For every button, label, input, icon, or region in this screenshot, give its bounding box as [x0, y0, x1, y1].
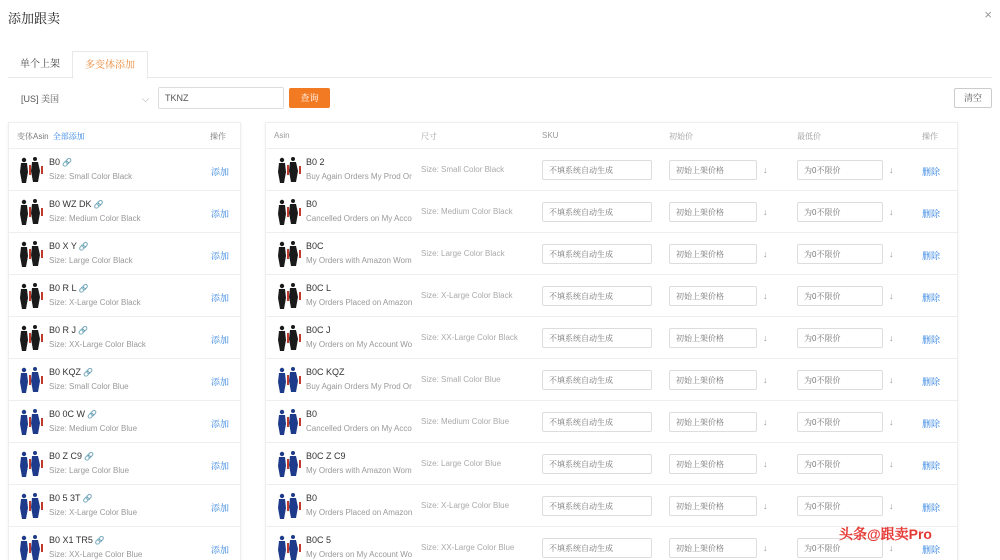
add-button[interactable]: 添加 [211, 503, 230, 513]
delete-button[interactable]: 删除 [922, 377, 941, 387]
product-thumbnail [276, 240, 302, 268]
arrow-down-icon[interactable]: ↓ [889, 459, 894, 469]
arrow-down-icon[interactable]: ↓ [889, 333, 894, 343]
selected-asin: B0C [306, 241, 324, 251]
size-text: Size: X-Large Color Blue [421, 501, 510, 510]
tab-single-listing[interactable]: 单个上架 [20, 59, 60, 70]
asin-text: B0 5 3T [49, 493, 81, 503]
variant-desc: Size: XX-Large Color Blue [49, 550, 143, 559]
variant-asin [49, 199, 103, 209]
asin-text: B0 WZ DK [49, 199, 92, 209]
variant-row [9, 401, 240, 443]
variant-asin [49, 493, 93, 503]
variant-desc: Size: Medium Color Black [49, 214, 141, 223]
arrow-down-icon[interactable]: ↓ [763, 417, 768, 427]
arrow-down-icon[interactable]: ↓ [763, 459, 768, 469]
min-price-header: 最低价 [797, 132, 821, 141]
link-icon[interactable]: 🔗 [82, 494, 93, 503]
arrow-down-icon[interactable]: ↓ [889, 543, 894, 553]
asin-text: B0 X1 TR5 [49, 535, 93, 545]
min-price-input[interactable] [797, 286, 883, 306]
variant-row [9, 317, 240, 359]
variant-asin [49, 241, 89, 251]
selected-subtitle: Cancelled Orders on My Acco [306, 424, 412, 433]
arrow-down-icon[interactable]: ↓ [763, 543, 768, 553]
selected-row [266, 485, 957, 527]
delete-button[interactable]: 删除 [922, 503, 941, 513]
init-price-input[interactable] [669, 538, 757, 558]
arrow-down-icon[interactable]: ↓ [763, 207, 768, 217]
delete-button[interactable]: 删除 [922, 251, 941, 261]
size-header: 尺寸 [421, 132, 437, 141]
variant-list-header [9, 123, 240, 149]
variant-desc: Size: Large Color Blue [49, 466, 130, 475]
sku-input[interactable] [542, 412, 652, 432]
arrow-down-icon[interactable]: ↓ [889, 375, 894, 385]
delete-button[interactable]: 删除 [922, 167, 941, 177]
variant-desc: Size: Medium Color Blue [49, 424, 138, 433]
marketplace-select[interactable] [16, 87, 156, 109]
asin-search-input[interactable] [158, 87, 284, 109]
product-thumbnail [276, 450, 302, 478]
variant-row [9, 149, 240, 191]
variant-row [9, 233, 240, 275]
action-header: 操作 [922, 132, 938, 141]
size-text: Size: Small Color Black [421, 165, 505, 174]
asin-text: B0 R J [49, 325, 77, 335]
delete-button[interactable]: 删除 [922, 335, 941, 345]
asin-text: B0 Z C9 [49, 451, 83, 461]
add-button[interactable]: 添加 [211, 461, 230, 471]
init-price-input[interactable] [669, 370, 757, 390]
tab-multi-variant[interactable]: 多变体添加 [72, 51, 148, 79]
selected-asin: B0 2 [306, 157, 325, 167]
arrow-down-icon[interactable]: ↓ [763, 165, 768, 175]
variant-desc: Size: Large Color Black [49, 256, 133, 265]
product-thumbnail [276, 366, 302, 394]
variant-asin [49, 409, 97, 419]
product-thumbnail [18, 450, 44, 478]
add-button[interactable]: 添加 [211, 377, 230, 387]
variant-row [9, 485, 240, 527]
selected-asin: B0C L [306, 283, 332, 293]
arrow-down-icon[interactable]: ↓ [763, 291, 768, 301]
selected-subtitle: My Orders Placed on Amazon [306, 508, 413, 517]
add-button[interactable]: 添加 [211, 545, 230, 555]
size-text: Size: Large Color Black [421, 249, 505, 258]
min-price-input[interactable] [797, 244, 883, 264]
arrow-down-icon[interactable]: ↓ [889, 165, 894, 175]
product-thumbnail [18, 408, 44, 436]
selected-list-panel [265, 122, 958, 560]
variant-list-body [9, 149, 240, 560]
arrow-down-icon[interactable]: ↓ [889, 291, 894, 301]
arrow-down-icon[interactable]: ↓ [763, 249, 768, 259]
variant-row [9, 443, 240, 485]
delete-button[interactable]: 删除 [922, 461, 941, 471]
selected-asin: B0 [306, 199, 318, 209]
link-icon[interactable]: 🔗 [84, 452, 94, 461]
product-thumbnail [276, 534, 302, 560]
product-thumbnail [18, 492, 44, 520]
variant-desc: Size: X-Large Color Black [49, 298, 141, 307]
init-price-input[interactable] [669, 454, 757, 474]
selected-row [266, 149, 957, 191]
size-text: Size: Large Color Blue [421, 459, 502, 468]
selected-row [266, 359, 957, 401]
product-thumbnail [18, 366, 44, 394]
delete-button[interactable]: 删除 [922, 419, 941, 429]
init-price-input[interactable] [669, 412, 757, 432]
variant-asin [49, 451, 94, 461]
selected-subtitle: My Orders Placed on Amazon [306, 298, 413, 307]
variant-desc: Size: XX-Large Color Black [49, 340, 146, 349]
watermark: 头条@跟卖Pro [839, 526, 932, 542]
variant-asin [49, 283, 88, 293]
asin-text: B0 0C W [49, 409, 86, 419]
variant-asin [49, 157, 72, 167]
init-price-header: 初始价 [669, 132, 693, 141]
variant-asin [49, 367, 93, 377]
size-text: Size: Medium Color Black [421, 207, 513, 216]
init-price-input[interactable] [669, 328, 757, 348]
sku-header: SKU [542, 131, 559, 140]
min-price-input[interactable] [797, 370, 883, 390]
sku-input[interactable] [542, 496, 652, 516]
size-text: Size: XX-Large Color Blue [421, 543, 515, 552]
sku-input[interactable] [542, 202, 652, 222]
variant-row [9, 527, 240, 560]
add-button[interactable]: 添加 [211, 251, 230, 261]
arrow-down-icon[interactable]: ↓ [889, 249, 894, 259]
delete-button[interactable]: 删除 [922, 209, 941, 219]
selected-subtitle: My Orders on My Account Wo [306, 550, 413, 559]
product-thumbnail [276, 324, 302, 352]
delete-button[interactable]: 删除 [922, 293, 941, 303]
selected-subtitle: Cancelled Orders on My Acco [306, 214, 412, 223]
variant-row [9, 275, 240, 317]
selected-row [266, 317, 957, 359]
product-thumbnail [276, 156, 302, 184]
size-text: Size: XX-Large Color Black [421, 333, 518, 342]
selected-asin: B0C Z C9 [306, 451, 346, 461]
variant-desc: Size: X-Large Color Blue [49, 508, 138, 517]
min-price-input[interactable] [797, 454, 883, 474]
product-thumbnail [276, 408, 302, 436]
variant-row [9, 359, 240, 401]
init-price-input[interactable] [669, 160, 757, 180]
chevron-down-icon: ⌵ [142, 94, 149, 104]
arrow-down-icon[interactable]: ↓ [763, 333, 768, 343]
variant-row [9, 191, 240, 233]
variant-list-panel [8, 122, 241, 560]
size-text: Size: X-Large Color Black [421, 291, 513, 300]
sku-input[interactable] [542, 286, 652, 306]
min-price-input[interactable] [797, 496, 883, 516]
min-price-input[interactable] [797, 202, 883, 222]
init-price-input[interactable] [669, 286, 757, 306]
variant-asin [49, 325, 88, 335]
selected-subtitle: My Orders on My Account Wo [306, 340, 413, 349]
link-icon[interactable]: 🔗 [87, 410, 97, 419]
product-thumbnail [18, 534, 44, 560]
arrow-down-icon[interactable]: ↓ [889, 207, 894, 217]
add-button[interactable]: 添加 [211, 419, 230, 429]
asin-text: B0 KQZ [49, 367, 82, 377]
arrow-down-icon[interactable]: ↓ [889, 417, 894, 427]
init-price-input[interactable] [669, 496, 757, 516]
selected-subtitle: My Orders with Amazon Wom [306, 256, 412, 265]
dialog-title: 添加跟卖 [8, 11, 61, 26]
sku-input[interactable] [542, 328, 652, 348]
product-thumbnail [18, 240, 44, 268]
query-button[interactable]: 查询 [289, 88, 330, 108]
product-thumbnail [18, 282, 44, 310]
product-thumbnail [18, 198, 44, 226]
selected-asin: B0C J [306, 325, 331, 335]
sku-input[interactable] [542, 160, 652, 180]
add-all-link[interactable]: 全部添加 [52, 132, 85, 141]
min-price-input[interactable] [797, 412, 883, 432]
sku-input[interactable] [542, 538, 652, 558]
product-thumbnail [18, 324, 44, 352]
product-thumbnail [276, 282, 302, 310]
asin-text: B0 R L [49, 283, 77, 293]
asin-header: Asin [274, 131, 290, 140]
selected-row [266, 401, 957, 443]
selected-row [266, 275, 957, 317]
selected-asin: B0C KQZ [306, 367, 345, 377]
variant-desc: Size: Small Color Black [49, 172, 133, 181]
marketplace-value: [US] 美国 [21, 94, 60, 104]
variant-desc: Size: Small Color Blue [49, 382, 129, 391]
selected-row [266, 191, 957, 233]
add-button[interactable]: 添加 [211, 293, 230, 303]
selected-subtitle: My Orders with Amazon Wom [306, 466, 412, 475]
size-text: Size: Medium Color Blue [421, 417, 510, 426]
link-icon[interactable]: 🔗 [83, 368, 93, 377]
close-icon[interactable]: × [984, 7, 992, 22]
variant-asin-label: 变体Asin [17, 132, 49, 141]
asin-text: B0 [49, 157, 61, 167]
init-price-input[interactable] [669, 202, 757, 222]
min-price-input[interactable] [797, 160, 883, 180]
sku-input[interactable] [542, 454, 652, 474]
variant-asin-header [17, 131, 85, 142]
product-thumbnail [276, 198, 302, 226]
selected-subtitle: Buy Again Orders My Prod Or [306, 382, 412, 391]
add-button[interactable]: 添加 [211, 335, 230, 345]
sku-input[interactable] [542, 370, 652, 390]
add-button[interactable]: 添加 [211, 209, 230, 219]
product-thumbnail [276, 492, 302, 520]
product-thumbnail [18, 156, 44, 184]
add-button[interactable]: 添加 [211, 167, 230, 177]
init-price-input[interactable] [669, 244, 757, 264]
selected-asin: B0 [306, 409, 318, 419]
sku-input[interactable] [542, 244, 652, 264]
selected-row [266, 443, 957, 485]
selected-asin: B0C 5 [306, 535, 332, 545]
link-icon[interactable]: 🔗 [78, 326, 88, 335]
tab-bar [8, 51, 992, 78]
link-icon[interactable]: 🔗 [62, 158, 72, 167]
size-text: Size: Small Color Blue [421, 375, 501, 384]
clear-button[interactable]: 清空 [954, 88, 992, 108]
selected-subtitle: Buy Again Orders My Prod Or [306, 172, 412, 181]
action-header: 操作 [210, 132, 226, 141]
selected-asin: B0 [306, 493, 318, 503]
selected-list-header [266, 123, 957, 149]
asin-text: B0 X Y [49, 241, 77, 251]
selected-list-body [266, 149, 957, 560]
link-icon[interactable]: 🔗 [93, 200, 104, 209]
toolbar [8, 87, 992, 109]
arrow-down-icon[interactable]: ↓ [763, 501, 768, 511]
link-icon[interactable]: 🔗 [94, 536, 105, 545]
arrow-down-icon[interactable]: ↓ [763, 375, 768, 385]
link-icon[interactable]: 🔗 [78, 242, 89, 251]
link-icon[interactable]: 🔗 [78, 284, 89, 293]
selected-row [266, 233, 957, 275]
delete-button[interactable]: 删除 [922, 545, 941, 555]
variant-asin [49, 535, 105, 545]
arrow-down-icon[interactable]: ↓ [889, 501, 894, 511]
min-price-input[interactable] [797, 328, 883, 348]
